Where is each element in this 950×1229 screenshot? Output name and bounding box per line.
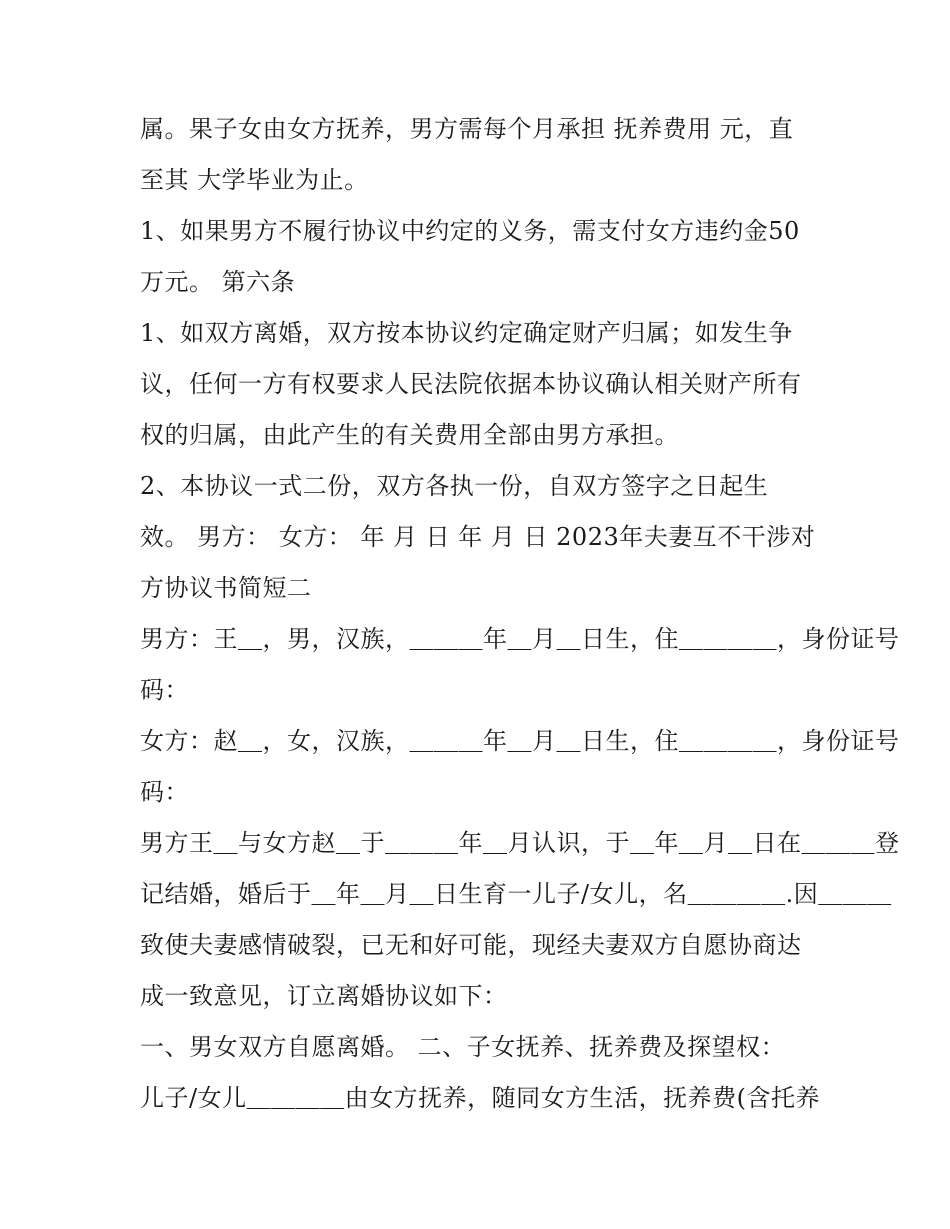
text-line: 1、如果男方不履行协议中约定的义务，需支付女方违约金50: [140, 217, 800, 245]
text-line: 权的归属，由此产生的有关费用全部由男方承担。: [140, 421, 679, 449]
text-line: 记结婚，婚后于＿年＿月＿日生育一儿子/女儿，名＿＿＿＿.因＿＿＿: [140, 880, 892, 908]
text-line: 万元。 第六条: [140, 268, 296, 296]
text-line: 议，任何一方有权要求人民法院依据本协议确认相关财产所有: [140, 370, 802, 398]
text-line: 码：: [140, 676, 189, 704]
text-line: 至其 大学毕业为止。: [140, 166, 369, 194]
text-line: 1、如双方离婚，双方按本协议约定确定财产归属；如发生争: [140, 319, 793, 347]
text-line: 儿子/女儿＿＿＿＿由女方抚养，随同女方生活，抚养费(含托养: [140, 1084, 820, 1112]
text-line: 2、本协议一式二份，双方各执一份，自双方签字之日起生: [140, 472, 769, 500]
text-line: 一、男女双方自愿离婚。 二、子女抚养、抚养费及探望权：: [140, 1033, 786, 1061]
text-line: 致使夫妻感情破裂，已无和好可能，现经夫妻双方自愿协商达: [140, 931, 802, 959]
text-line: 方协议书简短二: [140, 574, 312, 602]
text-line: 男方王＿与女方赵＿于＿＿＿年＿月认识，于＿年＿月＿日在＿＿＿登: [140, 829, 900, 857]
text-line: 女方：赵＿，女，汉族，＿＿＿年＿月＿日生，住＿＿＿＿，身份证号: [140, 727, 900, 755]
text-line: 成一致意见，订立离婚协议如下：: [140, 982, 508, 1010]
text-line: 效。 男方： 女方： 年 月 日 年 月 日 2023年夫妻互不干涉对: [140, 523, 816, 551]
text-line: 属。果子女由女方抚养，男方需每个月承担 抚养费用 元，直: [140, 115, 794, 143]
text-line: 男方：王＿，男，汉族，＿＿＿年＿月＿日生，住＿＿＿＿，身份证号: [140, 625, 900, 653]
document-body: [140, 104, 900, 1124]
text-line: 码：: [140, 778, 189, 806]
